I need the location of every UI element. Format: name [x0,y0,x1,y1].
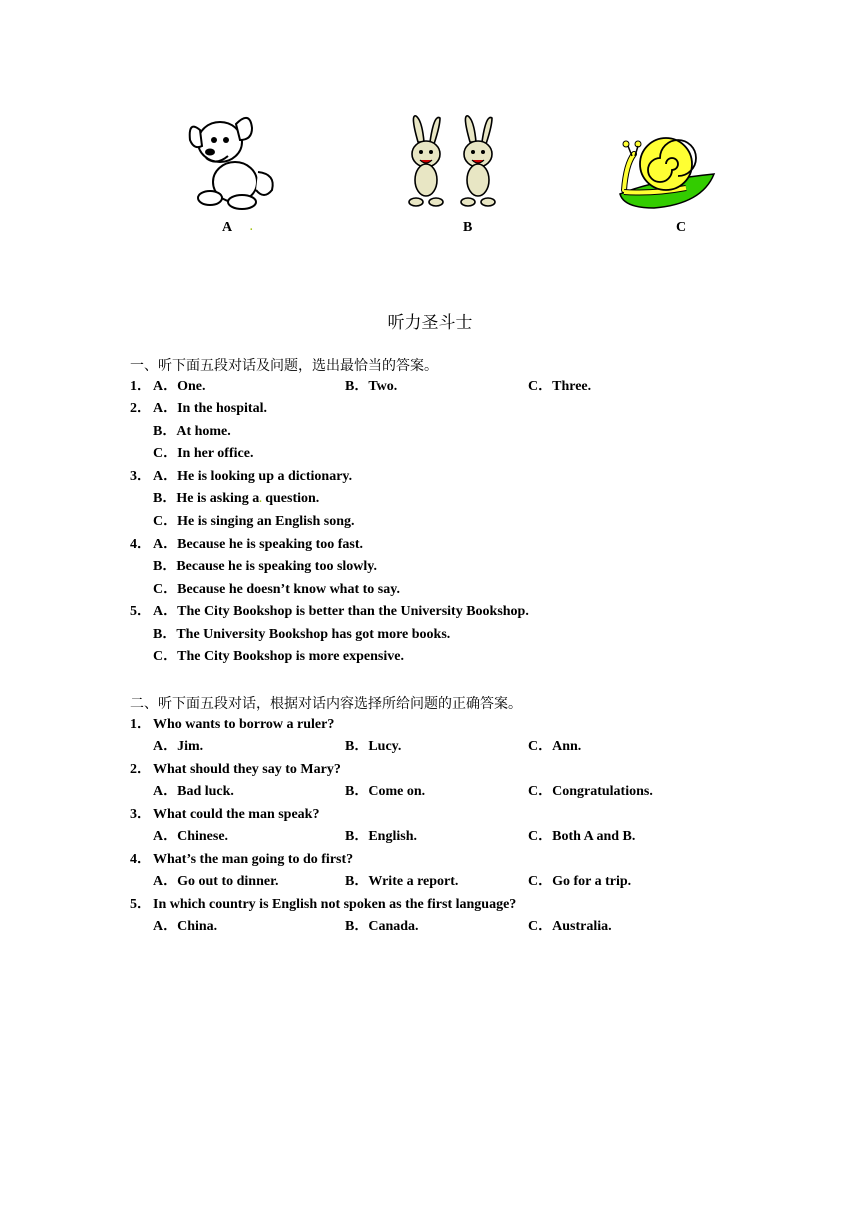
option-c: C．Go for a trip. [528,874,632,889]
question-number: 2． [130,762,151,777]
option-a: A．The City Bookshop is better than the University Bookshop. [153,604,529,619]
option-a: A．Chinese. [153,829,229,844]
question-text: What should they say to Mary? [153,762,341,777]
question-text: What could the man speak? [153,807,320,822]
question-number: 1． [130,717,151,732]
section-heading: 一、听下面五段对话及问题，选出最恰当的答案。 [130,358,438,374]
option-a: A．One. [153,379,206,394]
question-number: 5． [130,897,151,912]
question-number: 5． [130,604,151,619]
option-b: B．Come on. [345,784,426,799]
question-number: 3． [130,807,151,822]
question-number: 1． [130,379,151,394]
option-b: B．The University Bookshop has got more books. [153,627,451,642]
option-c: C．Australia. [528,919,612,934]
option-a: A．China. [153,919,218,934]
option-a: A．In the hospital. [153,401,267,416]
option-b: B．Write a report. [345,874,459,889]
option-a: A．Bad luck. [153,784,234,799]
option-b: B．Canada. [345,919,419,934]
question-number: 2． [130,401,151,416]
option-b [153,490,319,509]
two-rabbits-icon [400,112,504,210]
option-c: C．Ann. [528,739,582,754]
option-b: B．Because he is speaking too slowly. [153,559,378,574]
option-c: C．Because he doesn’t know what to say. [153,582,400,597]
option-b: B．English. [345,829,417,844]
option-c: C．Three. [528,379,592,394]
picture-label-b: B [463,220,473,235]
option-b: B．Two. [345,379,398,394]
option-c: C．The City Bookshop is more expensive. [153,649,404,664]
option-c: C．In her office. [153,446,254,461]
picture-label-a: A [222,220,233,235]
option-c: C．Congratulations. [528,784,653,799]
option-a: A．He is looking up a dictionary. [153,469,353,484]
option-c: C．Both A and B. [528,829,636,844]
option-a: A．Jim. [153,739,204,754]
question-text: Who wants to borrow a ruler? [153,717,335,732]
decorative-dot: . [259,494,262,505]
question-number: 4． [130,537,151,552]
section-heading: 二、听下面五段对话，根据对话内容选择所给问题的正确答案。 [130,696,522,712]
decorative-dot: . [250,222,253,233]
question-number: 4． [130,852,151,867]
question-text: In which country is English not spoken as the first language? [153,897,517,912]
question-number: 3． [130,469,151,484]
snail-icon [614,134,718,212]
question-text: What’s the man going to do first? [153,852,354,867]
option-b-text-end: question. [265,491,320,506]
option-a: A．Because he is speaking too fast. [153,537,364,552]
picture-label-c: C [676,220,687,235]
option-b-text: B．He is asking a [153,491,260,506]
option-c: C．He is singing an English song. [153,514,355,529]
option-a: A．Go out to dinner. [153,874,279,889]
cartoon-dog-icon [180,110,280,210]
page-title: 听力圣斗士 [387,313,473,333]
option-b: B．At home. [153,424,231,439]
option-b: B．Lucy. [345,739,402,754]
